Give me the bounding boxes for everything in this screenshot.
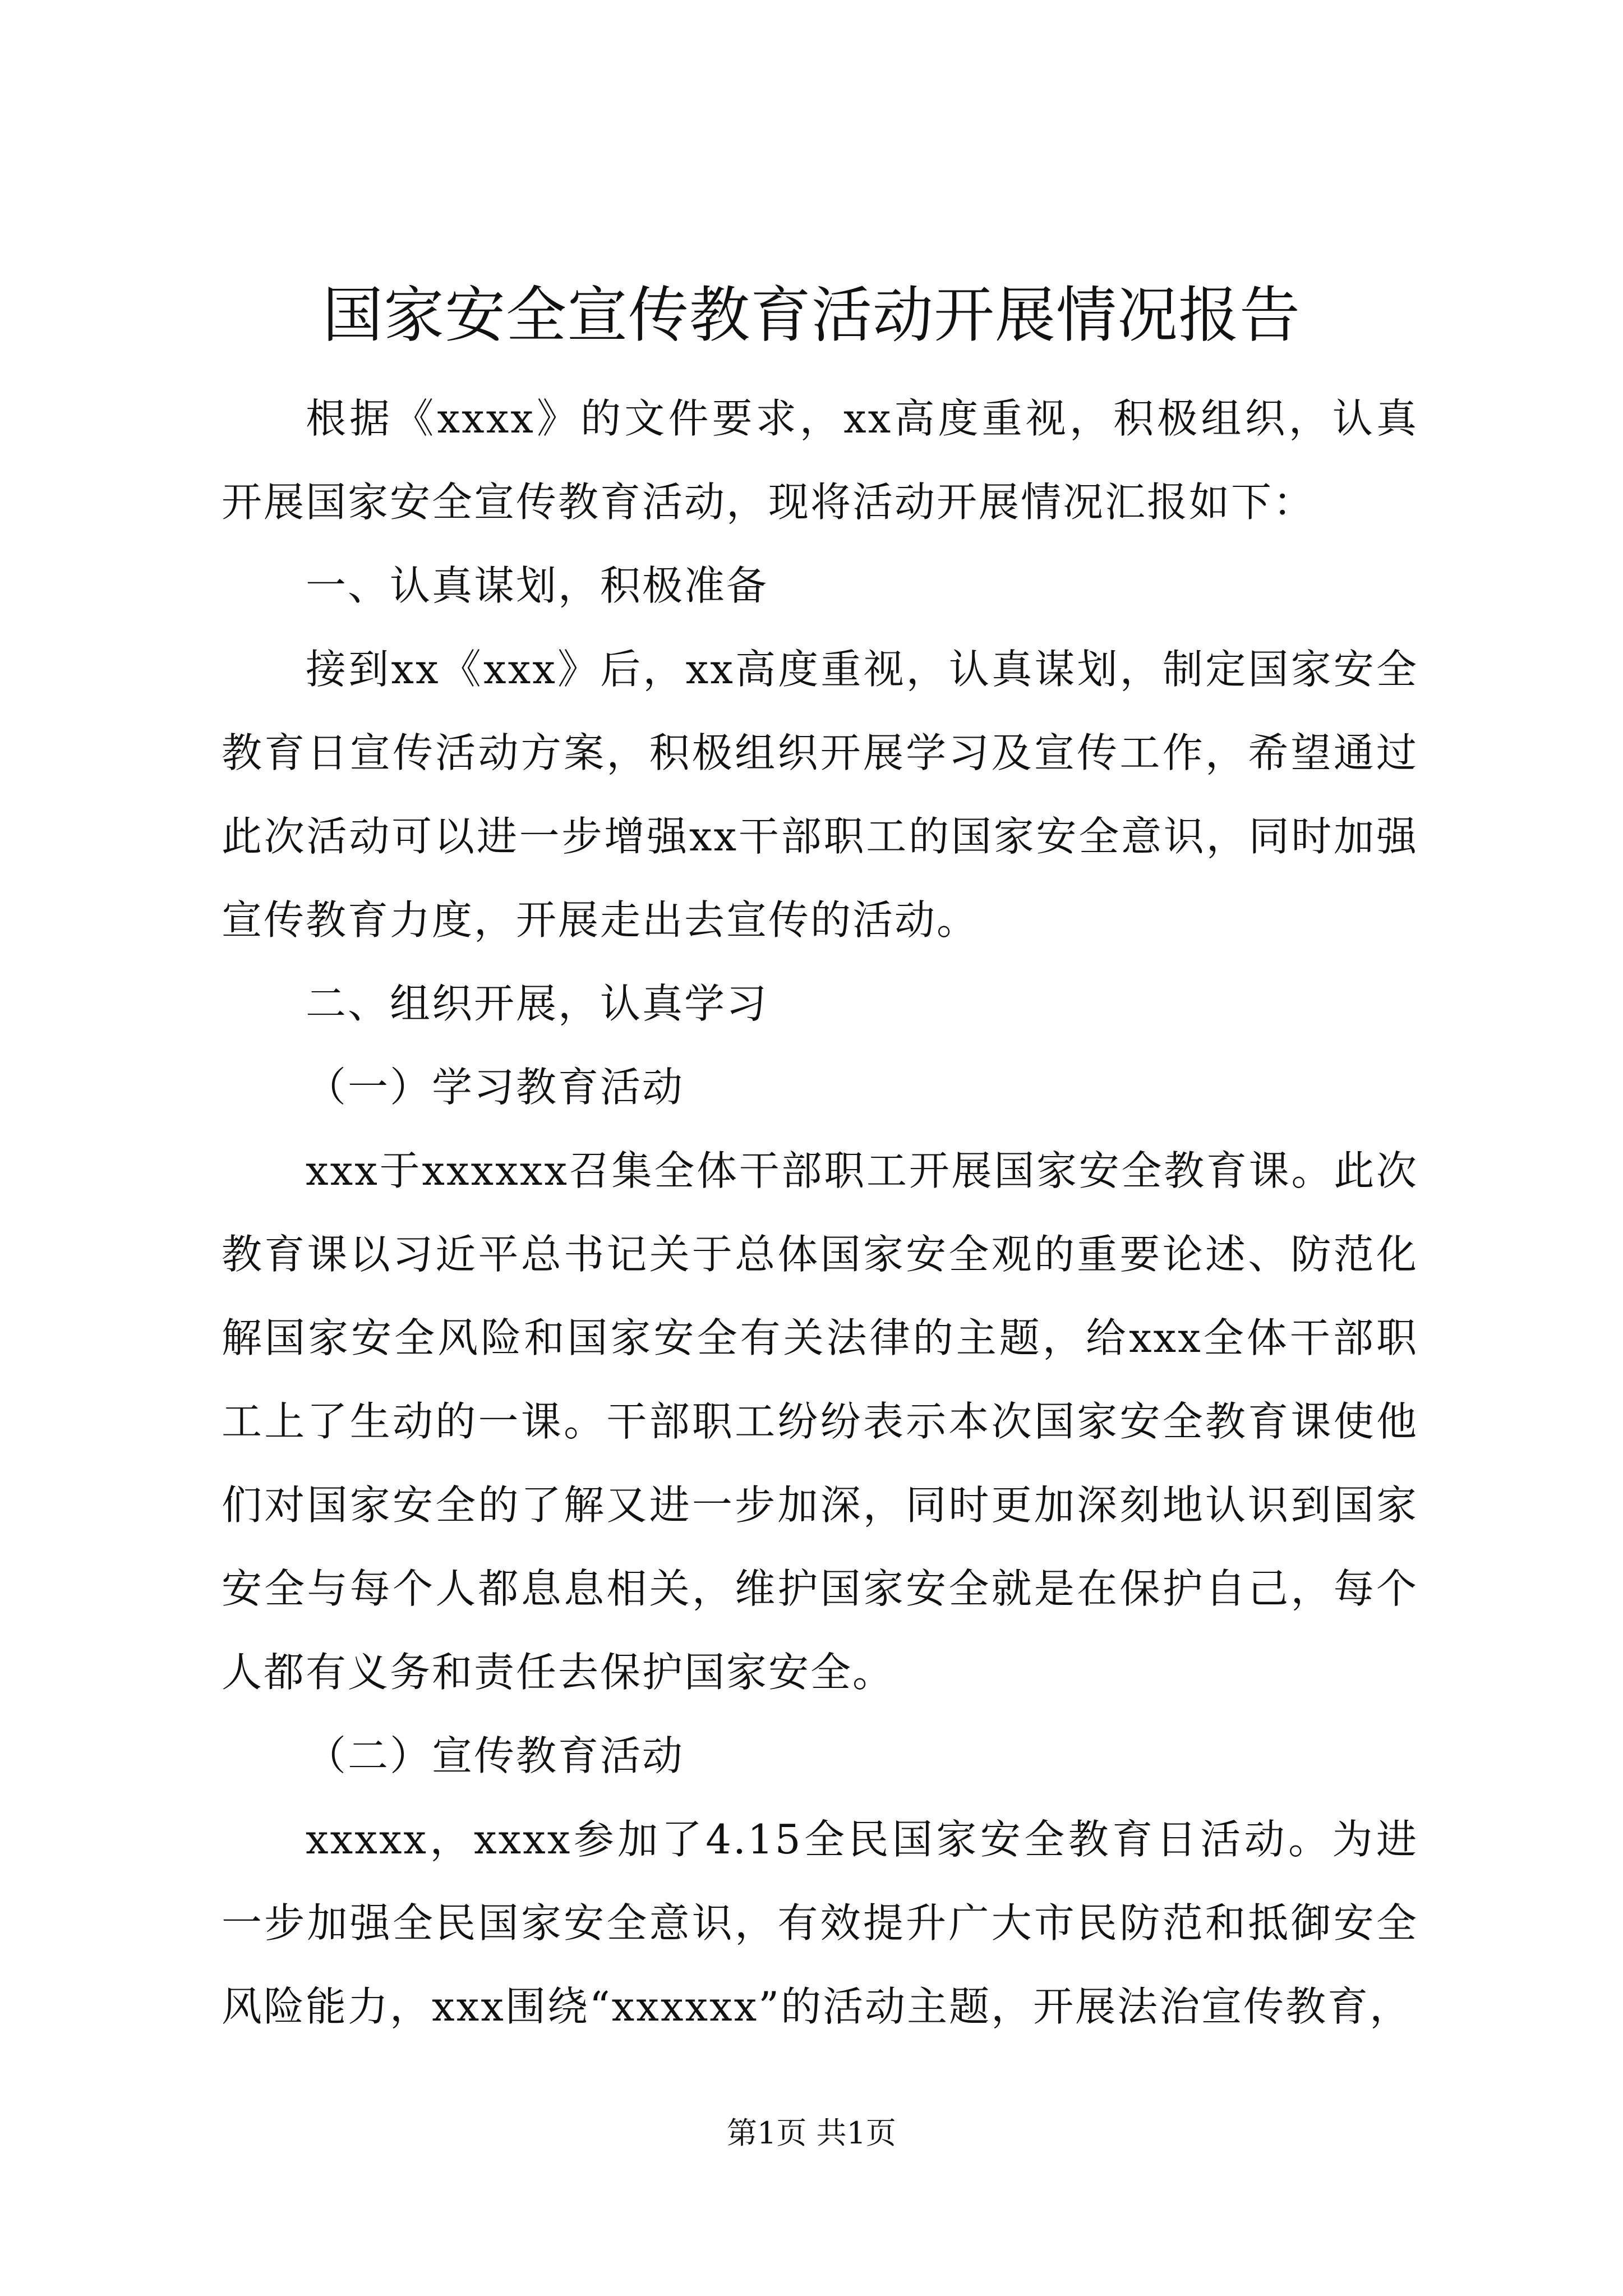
subsection-heading-2: （二）宣传教育活动 bbox=[306, 1732, 685, 1779]
subsection-2-paragraph: xxxxx，xxxx参加了4.15全民国家安全教育日活动。为进一步加强全民国家安全意识，有效提升广大市民防范和抵御安全风险能力，xxx围绕“xxxxxx”的活动主题，开展法治宣传教育， bbox=[222, 1816, 1418, 2030]
section-heading-2: 二、组织开展，认真学习 bbox=[306, 980, 769, 1027]
page-footer: 第1页 共1页 bbox=[727, 2115, 896, 2151]
document-title: 国家安全宣传教育活动开展情况报告 bbox=[322, 280, 1301, 351]
document-body bbox=[222, 377, 1418, 2049]
intro-paragraph: 根据《xxxx》的文件要求，xx高度重视，积极组织，认真开展国家安全宣传教育活动，现将活动开展情况汇报如下： bbox=[222, 395, 1418, 526]
subsection-1-paragraph: xxx于xxxxxx召集全体干部职工开展国家安全教育课。此次教育课以习近平总书记关于总体国家安全观的重要论述、防范化解国家安全风险和国家安全有关法律的主题，给xxx全体干部职工上了生动的一课。干部职工纷纷表示本次国家安全教育课使他们对国家安全的了解又进一步加深，同时更加深刻地认识到国家安全与每个人都息息相关，维护国家安全就是在保护自己，每个人都有义务和责任去保护国家安全。 bbox=[222, 1147, 1418, 1696]
section-heading-1: 一、认真谋划，积极准备 bbox=[306, 562, 769, 609]
subsection-heading-1: （一）学习教育活动 bbox=[306, 1064, 685, 1111]
section-1-paragraph: 接到xx《xxx》后，xx高度重视，认真谋划，制定国家安全教育日宣传活动方案，积极组织开展学习及宣传工作，希望通过此次活动可以进一步增强xx干部职工的国家安全意识，同时加强宣传教育力度，开展走出去宣传的活动。 bbox=[222, 646, 1418, 944]
